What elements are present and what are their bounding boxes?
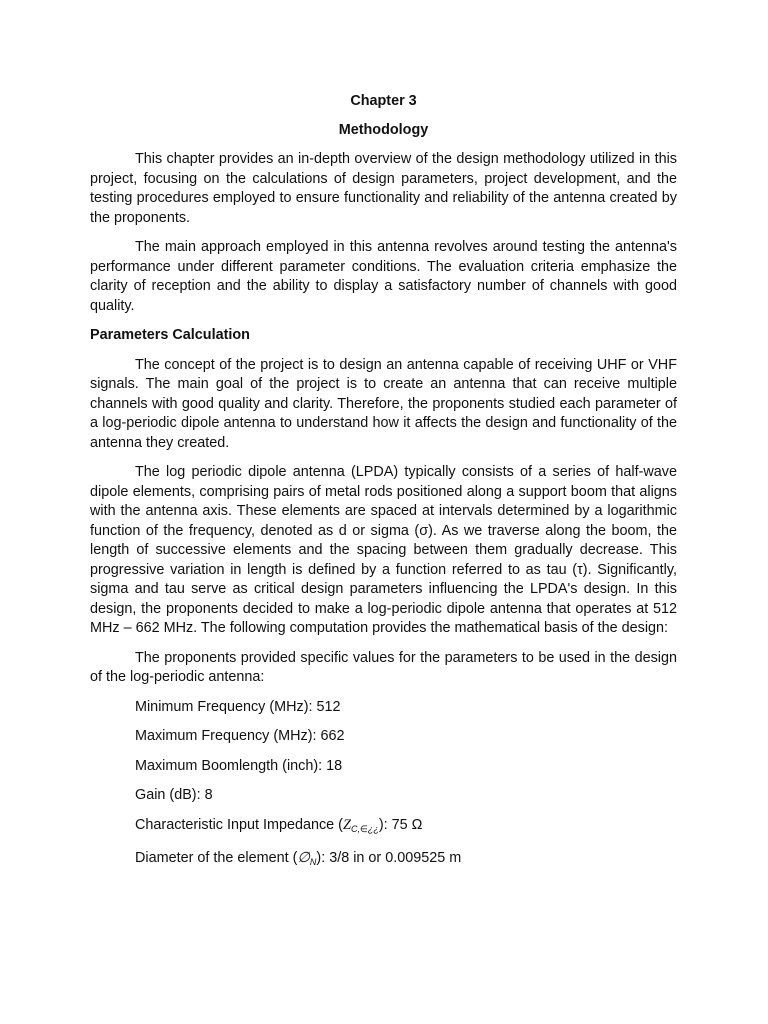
- impedance-label: Characteristic Input Impedance (: [135, 816, 343, 833]
- param-diameter: [135, 849, 677, 873]
- param-max-frequency: Maximum Frequency (MHz): 662: [135, 728, 345, 744]
- paragraph-lpda: The log periodic dipole antenna (LPDA) typically consists of a series of half-wave dipole elements, comprising pairs of metal rods positioned along a support boom that aligns with the antenna axis. These elements are spaced at intervals determined by a logarithmic function of the frequency, denoted as d or sigma (σ). As we traverse along the boom, the length of successive elements and the spacing between them gradually decrease. This progressive variation in length is defined by a function referred to as tau (τ). Significantly, sigma and tau serve as critical design parameters influencing the LPDA's design. In this design, the proponents decided to make a log-periodic dipole antenna that operates at 512 MHz – 662 MHz. The following computation provides the mathematical basis of the design:: [90, 464, 677, 636]
- param-boomlength: Maximum Boomlength (inch): 18: [135, 757, 343, 774]
- paragraph-parameters-intro: The proponents provided specific values for the parameters to be used in the design of the log-periodic antenna:: [90, 649, 677, 685]
- chapter-number: Chapter 3: [350, 93, 417, 109]
- param-min-frequency: Minimum Frequency (MHz): 512: [135, 698, 341, 715]
- diameter-value: ): 3/8 in or 0.009525 m: [316, 850, 462, 866]
- param-gain: Gain (dB): 8: [135, 787, 213, 803]
- paragraph-intro-2: The main approach employed in this antenna revolves around testing the antenna's performance under different parameter conditions. The evaluation criteria emphasize the clarity of reception and the ability to display a satisfactory number of channels with good quality.: [90, 239, 677, 314]
- impedance-value: ): 75 Ω: [378, 816, 423, 833]
- diameter-label: Diameter of the element (: [135, 850, 298, 866]
- diameter-symbol: ∅: [297, 850, 310, 866]
- impedance-subscript: C,∈¿¿: [350, 823, 379, 834]
- chapter-title: Methodology: [338, 121, 429, 138]
- paragraph-concept: The concept of the project is to design an antenna capable of receiving UHF or VHF signals. The main goal of the project is to create an antenna that can receive multiple channels with good quality and clarity. Therefore, the proponents studied each parameter of a log-periodic dipole antenna to understand how it affects the design and functionality of the antenna they created.: [90, 356, 677, 451]
- parameter-list: [90, 698, 677, 873]
- section-heading: Parameters Calculation: [90, 327, 250, 343]
- impedance-symbol: Z: [342, 816, 351, 833]
- paragraph-intro-1: This chapter provides an in-depth overview of the design methodology utilized in this project, focusing on the calculations of design parameters, project development, and the testing procedures employed to ensure functionality and reliability of the antenna created by the proponents.: [90, 151, 677, 226]
- diameter-subscript: N: [309, 857, 317, 867]
- param-impedance: [135, 816, 677, 840]
- document-body: [90, 92, 677, 883]
